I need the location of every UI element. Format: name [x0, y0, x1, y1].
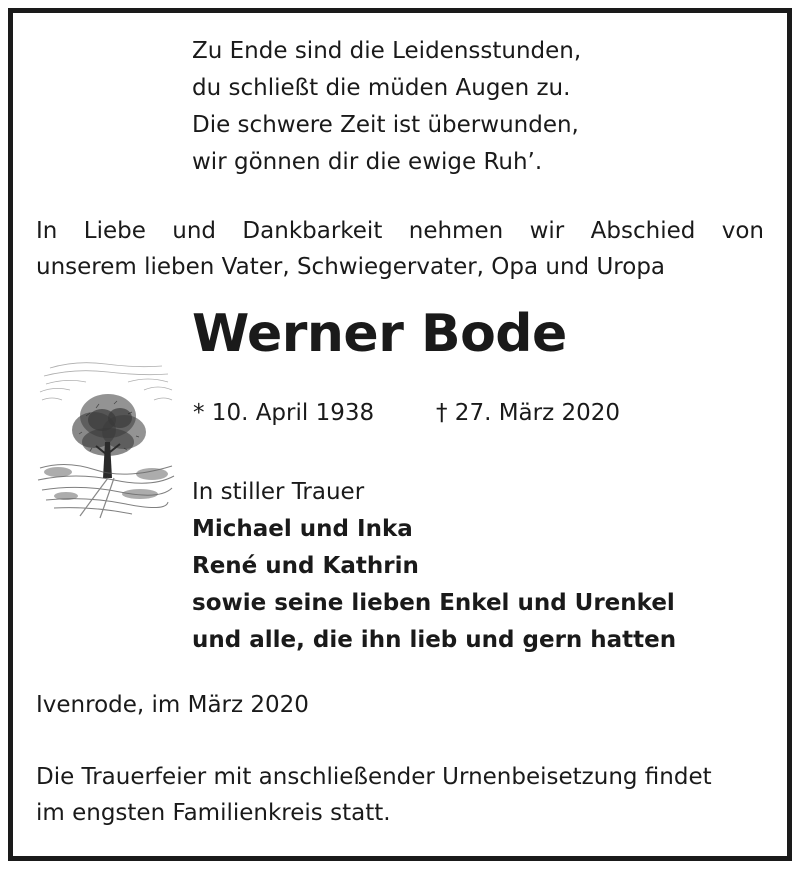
mourning-heading: In stiller Trauer [192, 479, 365, 505]
place-date: Ivenrode, im März 2020 [36, 692, 309, 718]
mourner-name: Michael und Inka [192, 516, 413, 542]
poem-line: Die schwere Zeit ist überwunden, [192, 112, 579, 138]
poem-line: du schließt die müden Augen zu. [192, 75, 571, 101]
intro-line: unserem lieben Vater, Schwiegervater, Opa und Uropa [36, 254, 666, 280]
life-dates [193, 400, 621, 426]
funeral-info [36, 759, 712, 831]
mourner-name: sowie seine lieben Enkel und Urenkel [192, 590, 675, 616]
mourner-name: und alle, die ihn lieb und gern hatten [192, 627, 677, 653]
intro-text [36, 213, 764, 285]
poem-line: Zu Ende sind die Leidensstunden, [192, 38, 582, 64]
mourners [192, 474, 676, 659]
birth-date: * 10. April 1938 [193, 400, 375, 426]
poem-line: wir gönnen dir die ewige Ruh’. [192, 149, 543, 175]
funeral-line: im engsten Familienkreis statt. [36, 800, 391, 826]
funeral-line: Die Trauerfeier mit anschließender Urnenbeisetzung findet [36, 764, 712, 790]
intro-line: In Liebe und Dankbarkeit nehmen wir Abschied von [36, 218, 764, 244]
tree-landscape-icon [36, 356, 176, 521]
deceased-name: Werner Bode [192, 304, 567, 364]
mourner-name: René und Kathrin [192, 553, 419, 579]
death-date: † 27. März 2020 [436, 400, 621, 426]
poem [192, 33, 581, 181]
